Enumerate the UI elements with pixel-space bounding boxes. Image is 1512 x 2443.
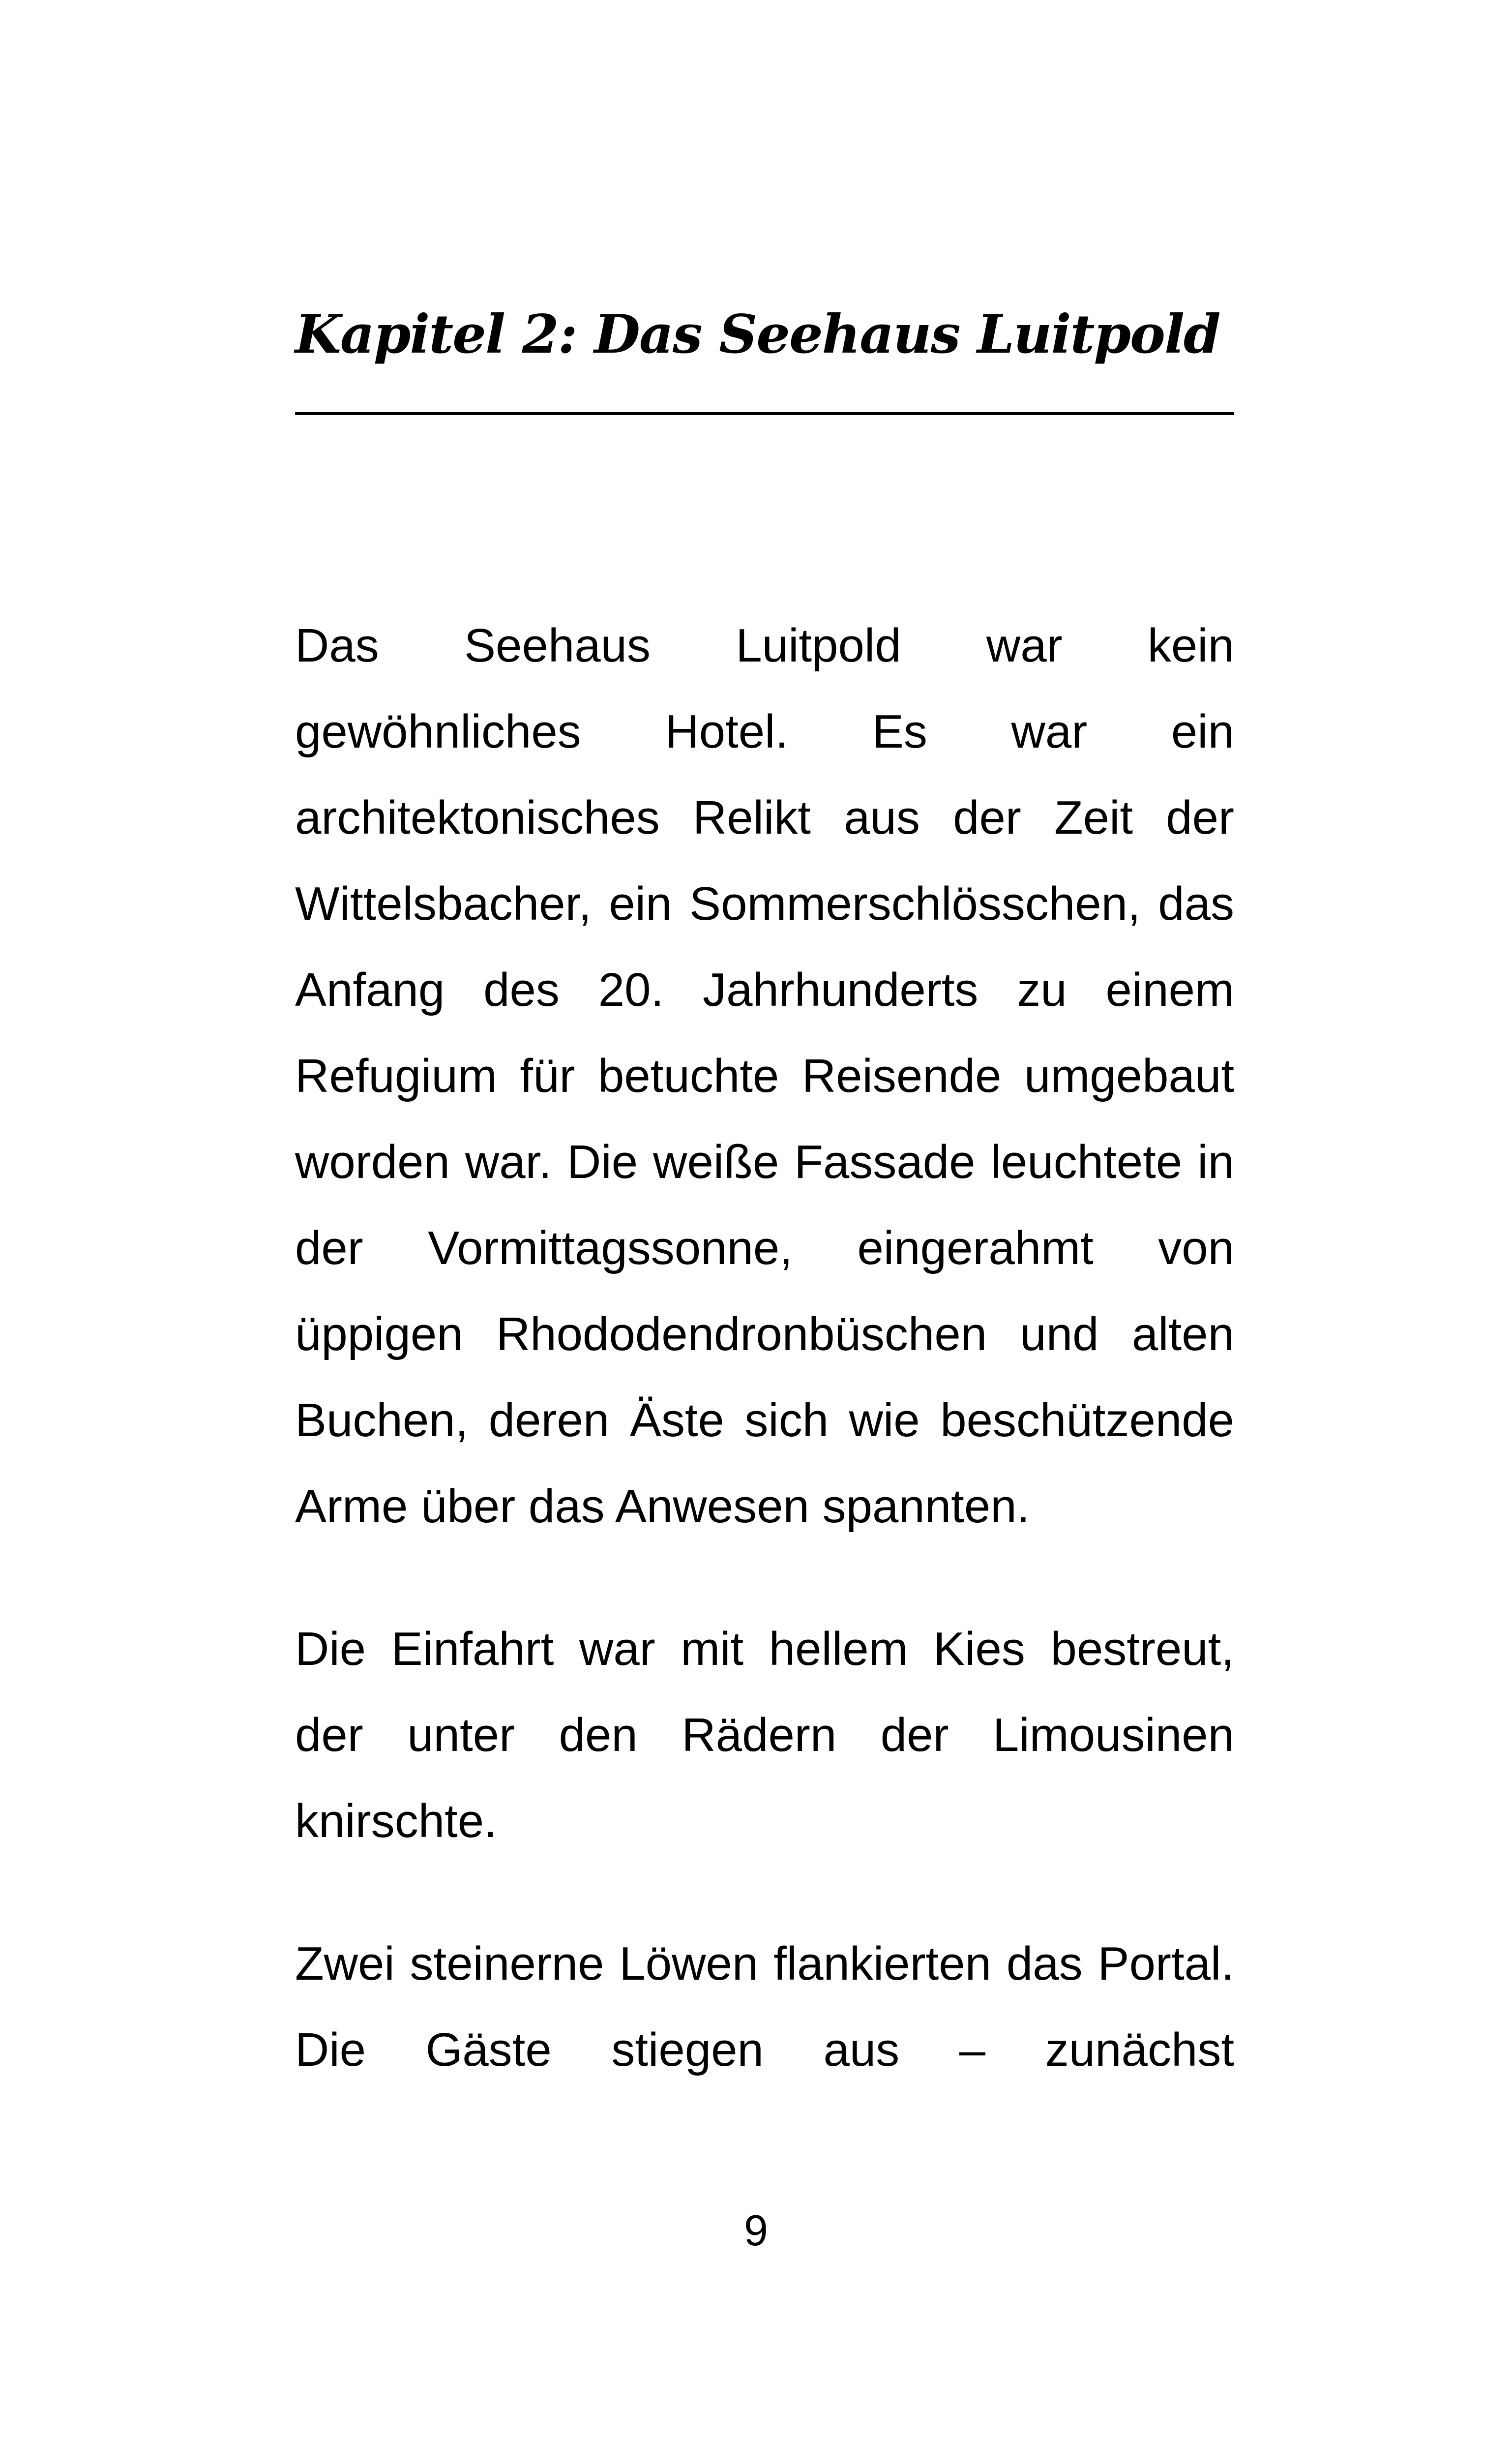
paragraph: Zwei steinerne Löwen flankierten das Portal. Die Gäste stiegen aus – zunächst	[295, 1937, 1234, 2076]
chapter-title: Kapitel 2: Das Seehaus Luitpold	[295, 303, 1220, 365]
page-number: 9	[744, 2206, 768, 2255]
paragraph: Das Seehaus Luitpold war kein gewöhnliches Hotel. Es war ein architektonisches Relikt aus der Zeit der Wittelsbacher, ein Sommerschlösschen, das Anfang des 20. Jahrhunderts zu einem Refugium für betuchte Reisende umgebaut worden war. Die weiße Fassade leuchtete in der Vormittagssonne, eingerahmt von üppigen Rhododendronbüschen und alten Buchen, deren Äste sich wie beschützende Arme über das Anwesen spannten.	[295, 619, 1234, 1533]
paragraph: Die Einfahrt war mit hellem Kies bestreut, der unter den Rädern der Limousinen knirschte.	[295, 1623, 1234, 1847]
title-divider	[295, 412, 1234, 415]
chapter-body	[295, 603, 1234, 2093]
